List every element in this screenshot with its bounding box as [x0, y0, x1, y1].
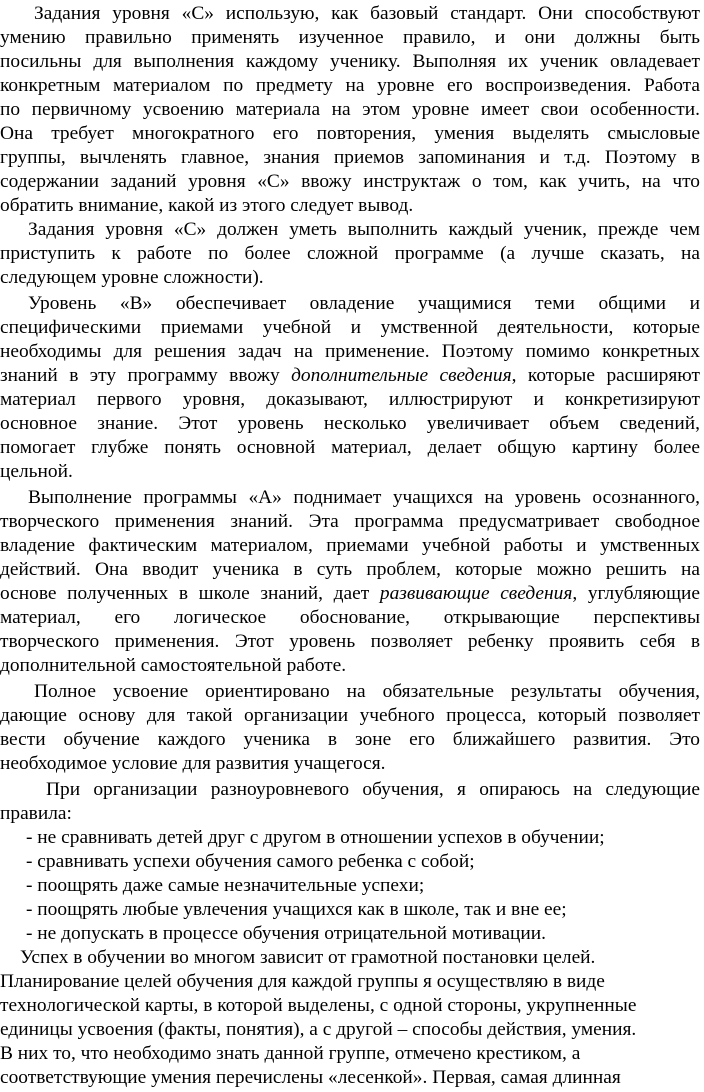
text-line: Успех в обучении во многом зависит от грамотной постановки целей.	[20, 947, 596, 968]
text-line: обратить внимание, какой из этого следует вывод.	[0, 195, 414, 216]
text-line: следующем уровне сложности).	[0, 267, 264, 288]
text-line: В них то, что необходимо знать данной группе, отмечено крестиком, а	[0, 1043, 581, 1064]
text-line: творческого применения. Этот уровень позволяет ребенку проявить себя в	[0, 631, 700, 652]
text-line: вести обучение каждого ученика в зоне его ближайшего развития. Это	[0, 729, 700, 750]
text-line: единицы усвоения (факты, понятия), а с другой – способы действия, умения.	[0, 1019, 637, 1040]
text-line: Уровень «В» обеспечивает овладение учащимися теми общими и	[28, 293, 700, 314]
text-line: При организации разноуровневого обучения, я опираюсь на следующие	[46, 779, 700, 800]
text-line: творческого применения знаний. Эта программа предусматривает свободное	[0, 511, 700, 532]
text-line: дополнительной самостоятельной работе.	[0, 655, 347, 676]
text-line: Выполнение программы «А» поднимает учащихся на уровень осознанного,	[28, 487, 700, 508]
text-line: материал, его логическое обоснование, открывающие перспективы	[0, 607, 700, 628]
text-line: содержании заданий уровня «С» ввожу инструктаж о том, как учить, на что	[0, 171, 700, 192]
text-line: технологической карты, в которой выделены, с одной стороны, укрупненные	[0, 995, 637, 1016]
text-line: владение фактическим материалом, приемами учебной работы и умственных	[0, 535, 700, 556]
text-line: необходимы для решения задач на применение. Поэтому помимо конкретных	[0, 341, 700, 362]
text-line: Планирование целей обучения для каждой группы я осуществляю в виде	[0, 971, 605, 992]
list-item: - сравнивать успехи обучения самого ребенка с собой;	[26, 851, 475, 872]
text-line: специфическими приемами учебной и умственной деятельности, которые	[0, 317, 700, 338]
text-line: посильны для выполнения каждому ученику. Выполняя их ученик овладевает	[0, 51, 700, 72]
text-line: помогает глубже понять основной материал, делает общую картину более	[0, 437, 700, 458]
list-item: - поощрять даже самые незначительные успехи;	[26, 875, 425, 896]
text-line: умению правильно применять изученное правило, и они должны быть	[0, 27, 700, 48]
text-line: материал первого уровня, доказывают, иллюстрируют и конкретизируют	[0, 389, 700, 410]
list-item: - не допускать в процессе обучения отрицательной мотивации.	[26, 923, 546, 944]
italic-phrase: развивающие сведения	[379, 583, 573, 604]
text-line: группы, вычленять главное, знания приемов запоминания и т.д. Поэтому в	[0, 147, 700, 168]
text-line: Задания уровня «С» использую, как базовый стандарт. Они способствуют	[34, 3, 700, 24]
text-line: действий. Она вводит ученика в суть проблем, которые можно решить на	[0, 559, 700, 580]
text-line: приступить к работе по более сложной программе (а лучше сказать, на	[0, 243, 700, 264]
text-line: основное знание. Этот уровень несколько увеличивает объем сведений,	[0, 413, 700, 434]
text-line: соответствующие умения перечислены «лесенкой». Первая, самая длинная	[0, 1067, 621, 1088]
text-line: основе полученных в школе знаний, дает развивающие сведения, углубляющие	[0, 583, 701, 604]
text-line: конкретным материалом по предмету на уровне его воспроизведения. Работа	[0, 75, 700, 96]
text-line: дающие основу для такой организации учебного процесса, который позволяет	[0, 705, 700, 726]
text-line: Она требует многократного его повторения, умения выделять смысловые	[0, 123, 700, 144]
list-item: - не сравнивать детей друг с другом в отношении успехов в обучении;	[26, 827, 605, 848]
text-line: знаний в эту программу ввожу дополнительные сведения, которые расширяют	[0, 365, 701, 386]
text-line: по первичному усвоению материала на этом уровне имеет свои особенности.	[0, 99, 700, 120]
italic-phrase: дополнительные сведения	[291, 365, 512, 386]
text-line: цельной.	[0, 461, 73, 482]
list-item: - поощрять любые увлечения учащихся как в школе, так и вне ее;	[26, 899, 567, 920]
text-line: правила:	[0, 803, 72, 824]
text-line: необходимое условие для развития учащегося.	[0, 753, 386, 774]
text-line: Задания уровня «С» должен уметь выполнить каждый ученик, прежде чем	[28, 219, 700, 240]
text-line: Полное усвоение ориентировано на обязательные результаты обучения,	[34, 681, 700, 702]
